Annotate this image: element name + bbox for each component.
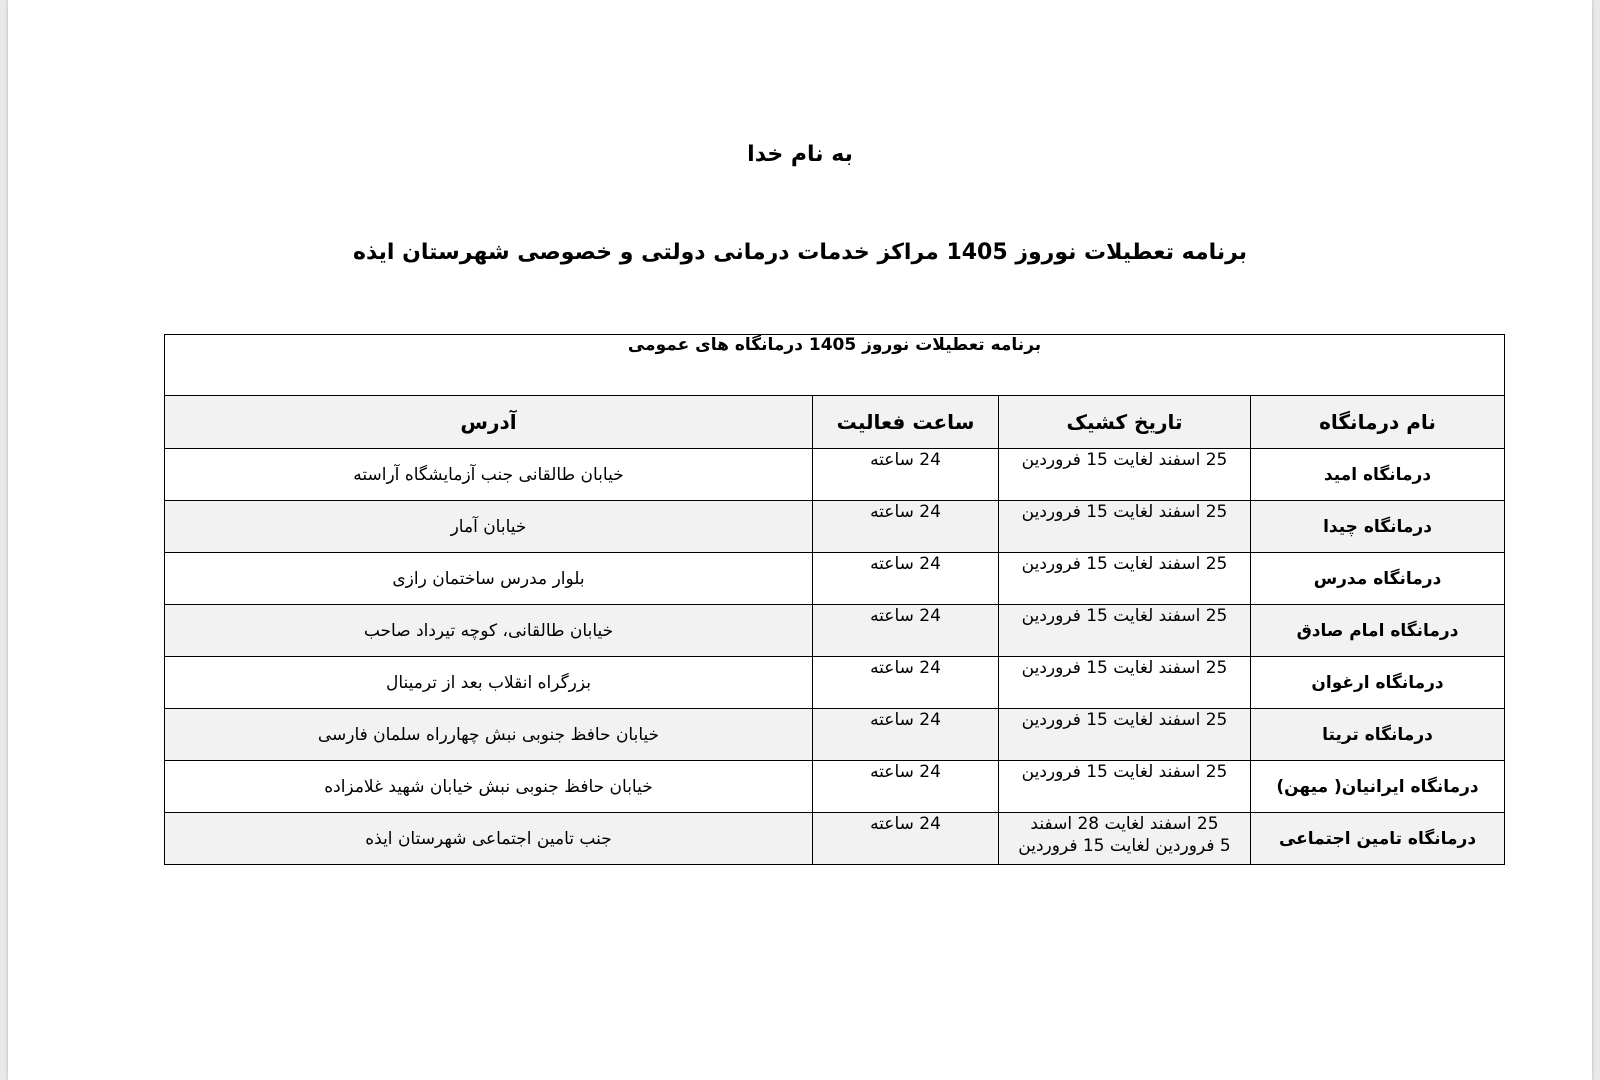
duty-date-line: 25 اسفند لغایت 15 فروردین (1021, 762, 1228, 782)
duty-date-cell (999, 501, 1251, 553)
duty-date-line: 25 اسفند لغایت 15 فروردین (1021, 658, 1228, 678)
table-header-row (165, 396, 1505, 449)
address-cell: بلوار مدرس ساختمان رازی (165, 553, 813, 605)
duty-date-line: 25 اسفند لغایت 15 فروردین (1021, 450, 1228, 470)
header-address: آدرس (165, 396, 813, 449)
duty-date-line: 25 اسفند لغایت 15 فروردین (1021, 502, 1228, 522)
clinic-name-cell: درمانگاه مدرس (1251, 553, 1505, 605)
table-row (165, 605, 1505, 657)
table-caption-row (165, 335, 1505, 396)
duty-date-cell (999, 449, 1251, 501)
address-cell: خیابان حافظ جنوبی نبش خیابان شهید غلامزاده (165, 761, 813, 813)
duty-date-cell (999, 657, 1251, 709)
table-row (165, 709, 1505, 761)
working-hours-cell: 24 ساعته (813, 449, 999, 501)
working-hours-cell: 24 ساعته (813, 553, 999, 605)
address-cell: خیابان آمار (165, 501, 813, 553)
header-clinic-name: نام درمانگاه (1251, 396, 1505, 449)
duty-date-line: 25 اسفند لغایت 15 فروردین (1021, 606, 1228, 626)
document-page (8, 0, 1592, 1080)
table-row (165, 761, 1505, 813)
header-duty-date: تاریخ کشیک (999, 396, 1251, 449)
address-cell: خیابان طالقانی، کوچه تیرداد صاحب (165, 605, 813, 657)
clinic-schedule-table (164, 334, 1505, 865)
duty-date-cell (999, 761, 1251, 813)
clinic-name-cell: درمانگاه ارغوان (1251, 657, 1505, 709)
duty-date-cell (999, 709, 1251, 761)
working-hours-cell: 24 ساعته (813, 605, 999, 657)
table-row (165, 501, 1505, 553)
table-body (165, 449, 1505, 865)
duty-date-line: 5 فروردین لغایت 15 فروردین (1018, 836, 1231, 856)
table-row (165, 657, 1505, 709)
clinic-name-cell: درمانگاه تامین اجتماعی (1251, 813, 1505, 865)
table-row (165, 553, 1505, 605)
working-hours-cell: 24 ساعته (813, 657, 999, 709)
clinic-name-cell: درمانگاه ایرانیان( میهن) (1251, 761, 1505, 813)
address-cell: بزرگراه انقلاب بعد از ترمینال (165, 657, 813, 709)
header-working-hours: ساعت فعالیت (813, 396, 999, 449)
address-cell: جنب تامین اجتماعی شهرستان ایذه (165, 813, 813, 865)
document-invocation: به نام خدا (747, 142, 853, 167)
table-caption: برنامه تعطیلات نوروز 1405 درمانگاه های عمومی (165, 335, 1505, 396)
address-cell: خیابان حافظ جنوبی نبش چهارراه سلمان فارسی (165, 709, 813, 761)
duty-date-line: 25 اسفند لغایت 15 فروردین (1021, 554, 1228, 574)
duty-date-cell (999, 813, 1251, 865)
clinic-name-cell: درمانگاه امید (1251, 449, 1505, 501)
duty-date-line: 25 اسفند لغایت 15 فروردین (1021, 710, 1228, 730)
duty-date-cell (999, 553, 1251, 605)
document-title: برنامه تعطیلات نوروز 1405 مراکز خدمات درمانی دولتی و خصوصی شهرستان ایذه (352, 240, 1248, 265)
working-hours-cell: 24 ساعته (813, 709, 999, 761)
duty-date-cell (999, 605, 1251, 657)
table-row (165, 449, 1505, 501)
clinic-name-cell: درمانگاه چیدا (1251, 501, 1505, 553)
clinic-name-cell: درمانگاه امام صادق (1251, 605, 1505, 657)
working-hours-cell: 24 ساعته (813, 813, 999, 865)
working-hours-cell: 24 ساعته (813, 501, 999, 553)
working-hours-cell: 24 ساعته (813, 761, 999, 813)
clinic-name-cell: درمانگاه تریتا (1251, 709, 1505, 761)
address-cell: خیابان طالقانی جنب آزمایشگاه آراسته (165, 449, 813, 501)
duty-date-line: 25 اسفند لغایت 28 اسفند (1030, 814, 1219, 834)
table-row (165, 813, 1505, 865)
